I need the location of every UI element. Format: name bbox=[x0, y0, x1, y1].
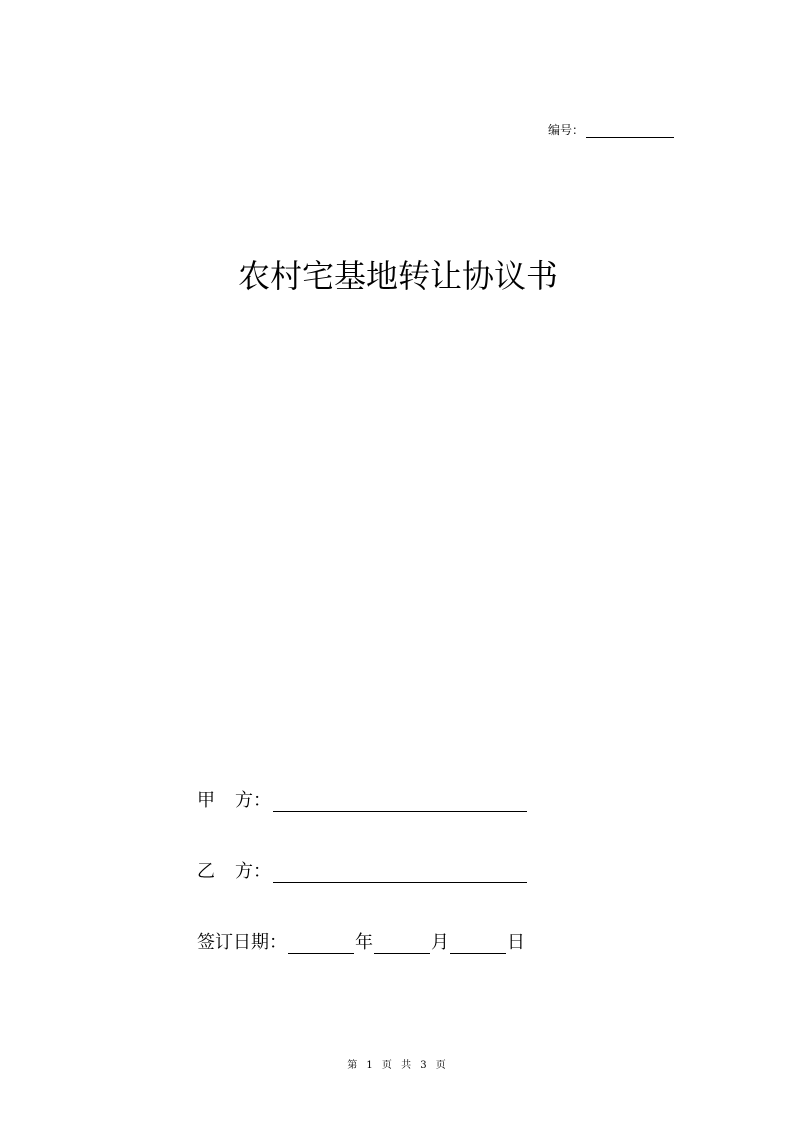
year-blank[interactable] bbox=[288, 935, 354, 954]
serial-number-blank[interactable] bbox=[586, 124, 674, 138]
party-b-blank[interactable] bbox=[273, 864, 527, 883]
party-a-label-char: 甲 bbox=[197, 790, 215, 811]
signing-date-field bbox=[197, 932, 525, 954]
party-a-blank[interactable] bbox=[273, 793, 527, 812]
document-title: 农村宅基地转让协议书 bbox=[237, 257, 558, 295]
month-blank[interactable] bbox=[374, 935, 430, 954]
year-label: 年 bbox=[355, 932, 373, 953]
party-b-field bbox=[197, 861, 527, 883]
serial-number-label: 编号： bbox=[548, 123, 585, 137]
day-label: 日 bbox=[507, 932, 525, 953]
serial-number-field bbox=[548, 122, 674, 138]
signing-date-label: 签订日期： bbox=[197, 932, 287, 953]
month-label: 月 bbox=[431, 932, 449, 953]
day-blank[interactable] bbox=[450, 935, 506, 954]
party-a-label: 方： bbox=[235, 790, 271, 811]
party-a-field bbox=[197, 790, 527, 812]
party-b-label-char: 乙 bbox=[197, 861, 215, 882]
page-footer: 第 1 页 共 3 页 bbox=[347, 1060, 447, 1071]
party-b-label: 方： bbox=[235, 861, 271, 882]
